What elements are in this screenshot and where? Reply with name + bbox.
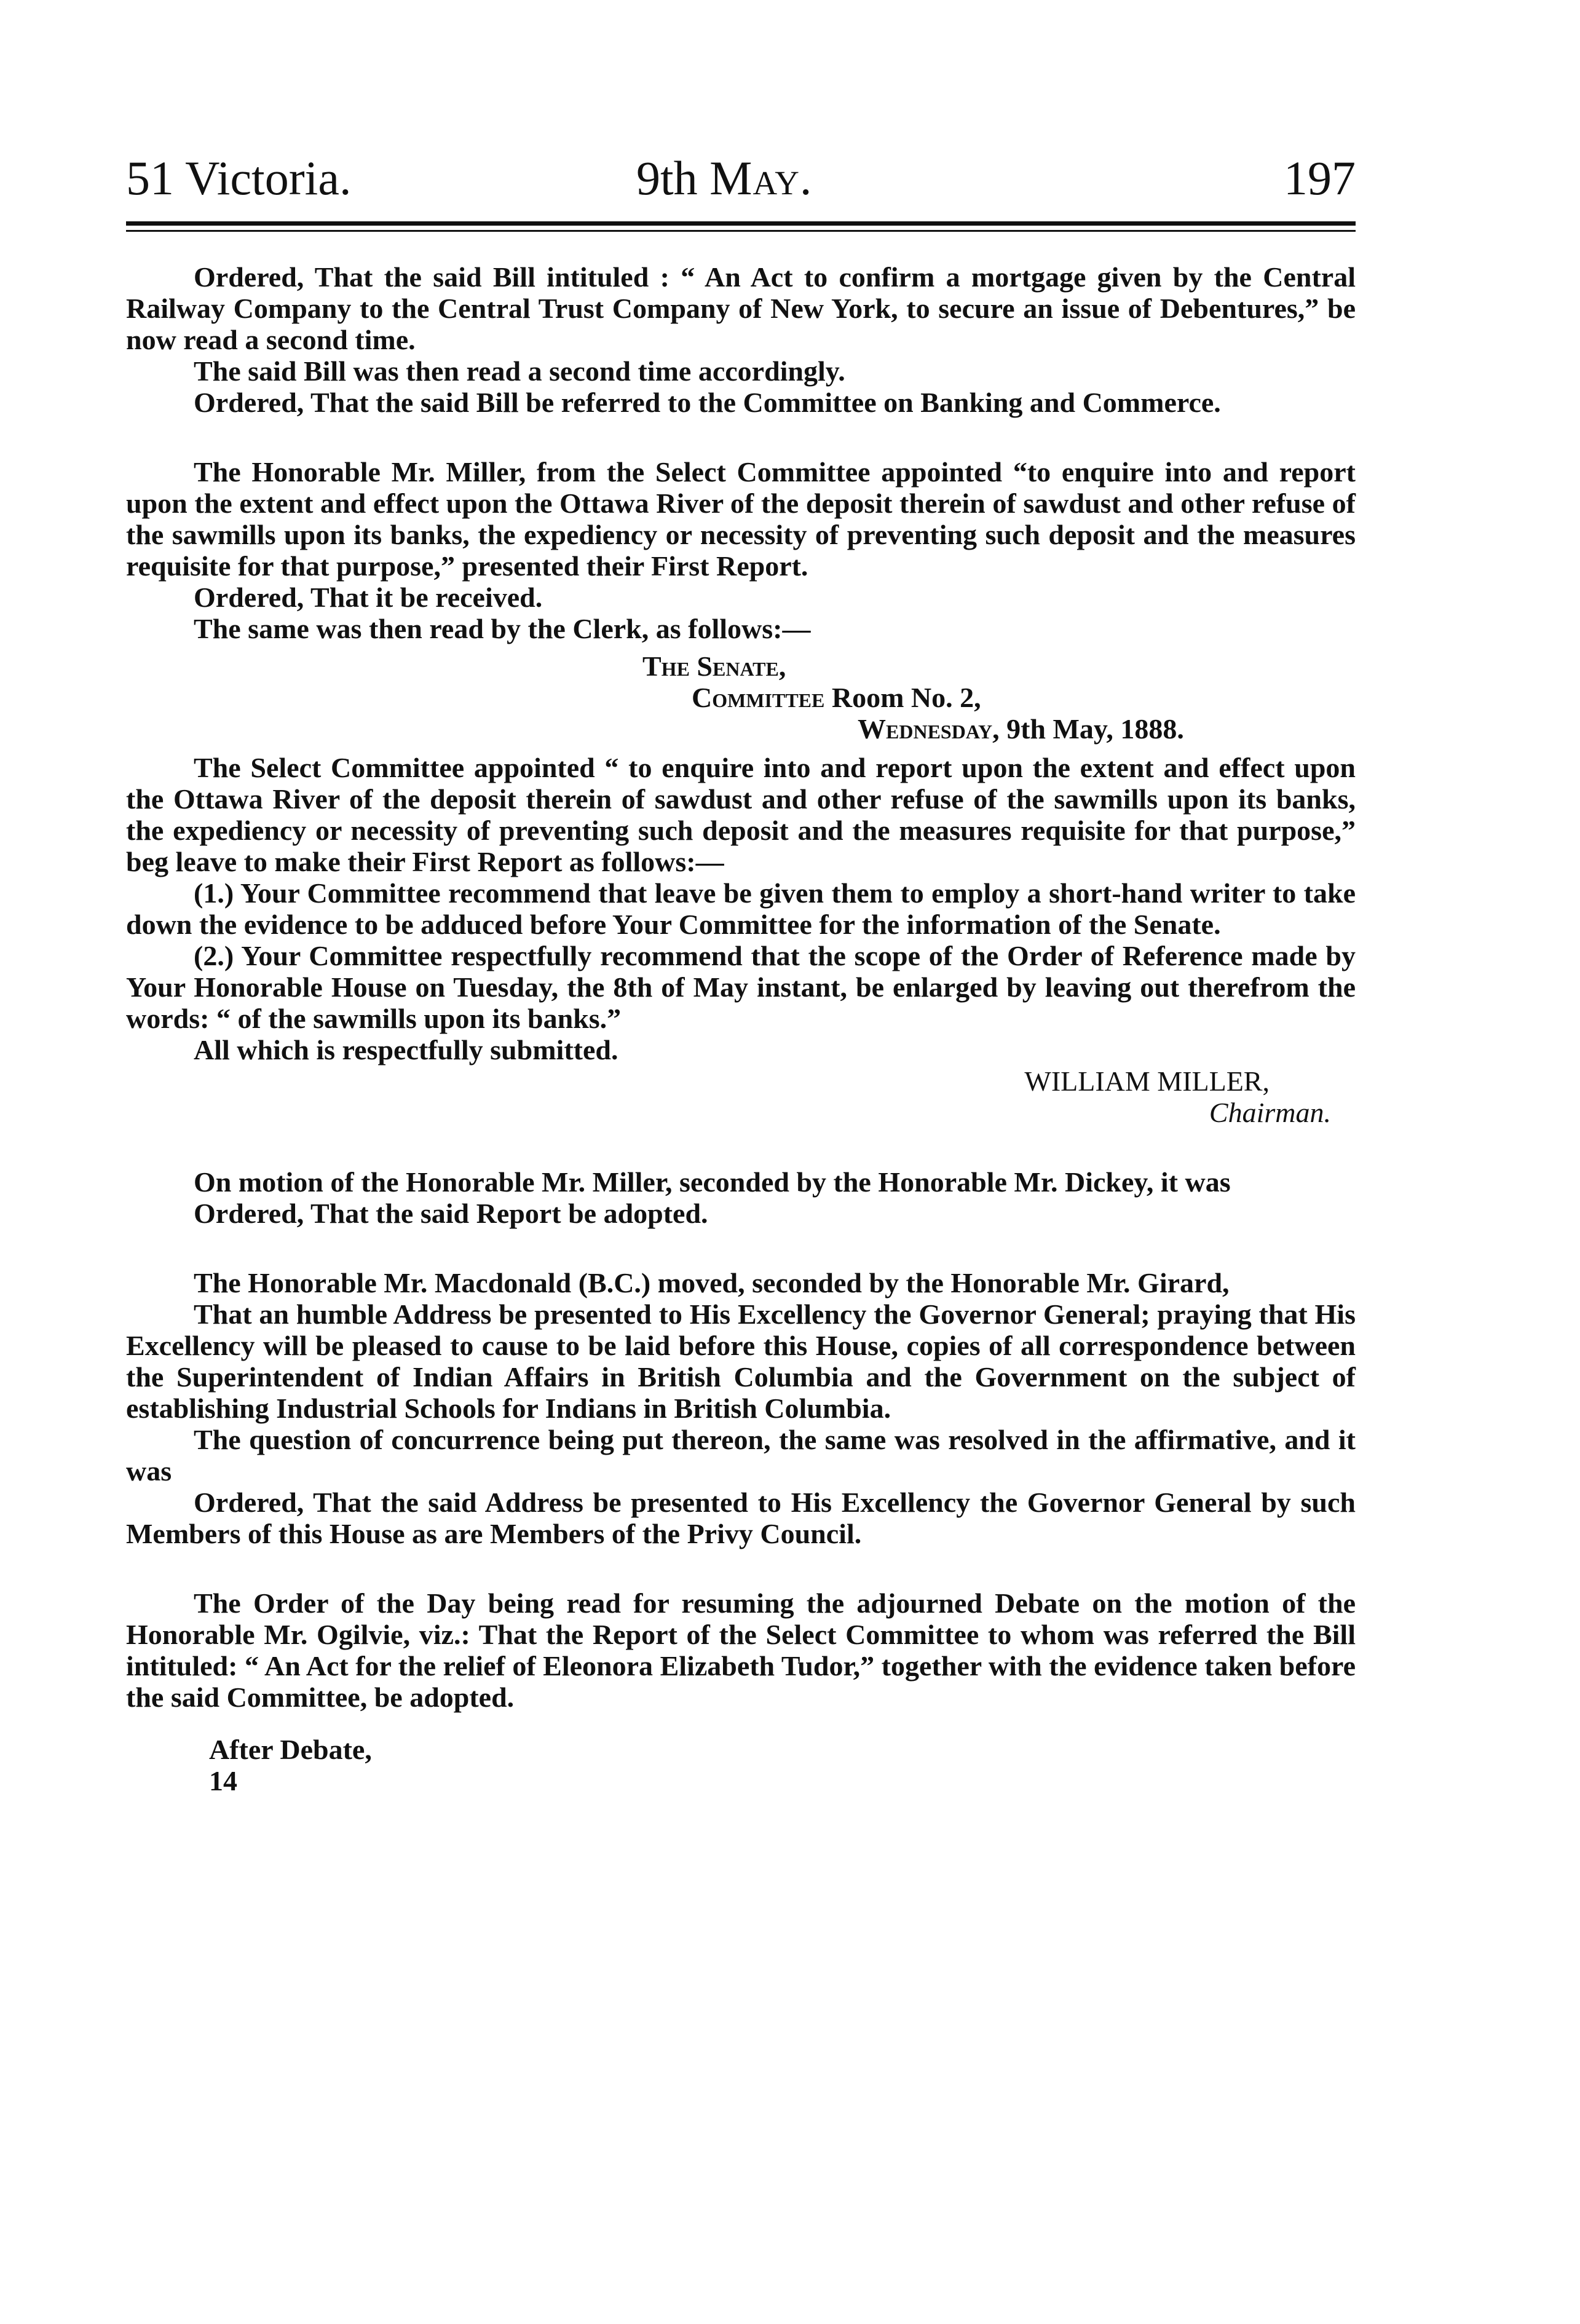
report-item-1: (1.) Your Committee recommend that leave be given them to employ a short-hand writer to take down the evidence to be adduced before Your Committee for the information of the Senate.: [126, 877, 1356, 940]
paragraph-macdonald-moved: The Honorable Mr. Macdonald (B.C.) moved, seconded by the Honorable Mr. Girard,: [194, 1267, 1230, 1298]
report-address-block: [126, 650, 1356, 745]
header-day: 9th: [636, 151, 698, 205]
paragraph-order-of-day: The Order of the Day being read for resuming the adjourned Debate on the motion of the Honorable Mr. Ogilvie, viz.: That the Report of the Select Committee to whom was referred the Bill intituled: “ An Act for the relief of Eleonora Elizabeth Tudor,” together with the evidence taken before the said Committee, be adopted.: [126, 1587, 1356, 1713]
signature-mark: 14: [209, 1765, 237, 1796]
page-number: 197: [1284, 151, 1356, 205]
signer-title: Chairman.: [1209, 1097, 1331, 1128]
address-date: 9th May, 1888.: [999, 713, 1184, 745]
paragraph-motion-miller: On motion of the Honorable Mr. Miller, seconded by the Honorable Mr. Dickey, it was: [194, 1166, 1231, 1198]
report-item-2: (2.) Your Committee respectfully recommend that the scope of the Order of Reference made by Your Honorable House on Tuesday, the 8th of May instant, be enlarged by leaving out therefrom the words: “ of the sawmills upon its banks.”: [126, 940, 1356, 1034]
address-weekday: Wednesday,: [858, 713, 1000, 745]
address-line-date: [642, 713, 1356, 745]
paragraph-humble-address: That an humble Address be presented to His Excellency the Governor General; praying that His Excellency will be pleased to cause to be laid before this House, copies of all correspondence between the Superintendent of Indian Affairs in British Columbia and the Government on the subject of establishing Industrial Schools for Indians in British Columbia.: [126, 1298, 1356, 1424]
paragraph-miller-report: The Honorable Mr. Miller, from the Select Committee appointed “to enquire into and report upon the extent and effect upon the Ottawa River of the deposit therein of sawdust and other refuse of the sawmills upon its banks, the expediency or necessity of preventing such deposit and the measures requisite for that purpose,” presented their First Report.: [126, 456, 1356, 582]
page-body: [126, 261, 1356, 1796]
address-line-room: [642, 682, 1356, 713]
paragraph-read-by-clerk: The same was then read by the Clerk, as follows:—: [194, 613, 811, 644]
header-rule-thin: [126, 230, 1356, 232]
regnal-year: 51 Victoria.: [126, 151, 352, 205]
report-submitted: All which is respectfully submitted.: [194, 1034, 618, 1065]
paragraph-order-second-reading: Ordered, That the said Bill intituled : “ An Act to confirm a mortgage given by the Central Railway Company to the Central Trust Company of New York, to secure an issue of Debentures,” be now read a second time.: [126, 261, 1356, 355]
paragraph-report-adopted: Ordered, That the said Report be adopted.: [194, 1198, 708, 1229]
paragraph-received: Ordered, That it be received.: [194, 582, 543, 613]
running-header: [126, 144, 1356, 212]
address-committee: Committee: [692, 682, 825, 713]
header-date: [636, 144, 812, 212]
paragraph-read-second-time: The said Bill was then read a second time accordingly.: [194, 355, 845, 387]
header-rule-thick: [126, 221, 1356, 226]
address-line-senate: The Senate,: [642, 650, 786, 682]
report-paragraph-intro: The Select Committee appointed “ to enquire into and report upon the extent and effect upon the Ottawa River of the deposit therein of sawdust and other refuse of the sawmills upon its banks, the expediency or necessity of preventing such deposit and the measures requisite for that purpose,” beg leave to make their First Report as follows:—: [126, 752, 1356, 877]
signer-name: WILLIAM MILLER,: [1024, 1065, 1270, 1097]
paragraph-refer-committee: Ordered, That the said Bill be referred to the Committee on Banking and Commerce.: [194, 387, 1221, 418]
address-room: Room No. 2,: [824, 682, 981, 713]
paragraph-after-debate: After Debate,: [209, 1734, 372, 1765]
paragraph-concurrence: The question of concurrence being put thereon, the same was resolved in the affirmative, and it was: [126, 1424, 1356, 1487]
signature-block: [126, 1065, 1356, 1128]
header-month: May.: [709, 151, 813, 205]
paragraph-address-presented: Ordered, That the said Address be presented to His Excellency the Governor General by such Members of this House as are Members of the Privy Council.: [126, 1487, 1356, 1549]
